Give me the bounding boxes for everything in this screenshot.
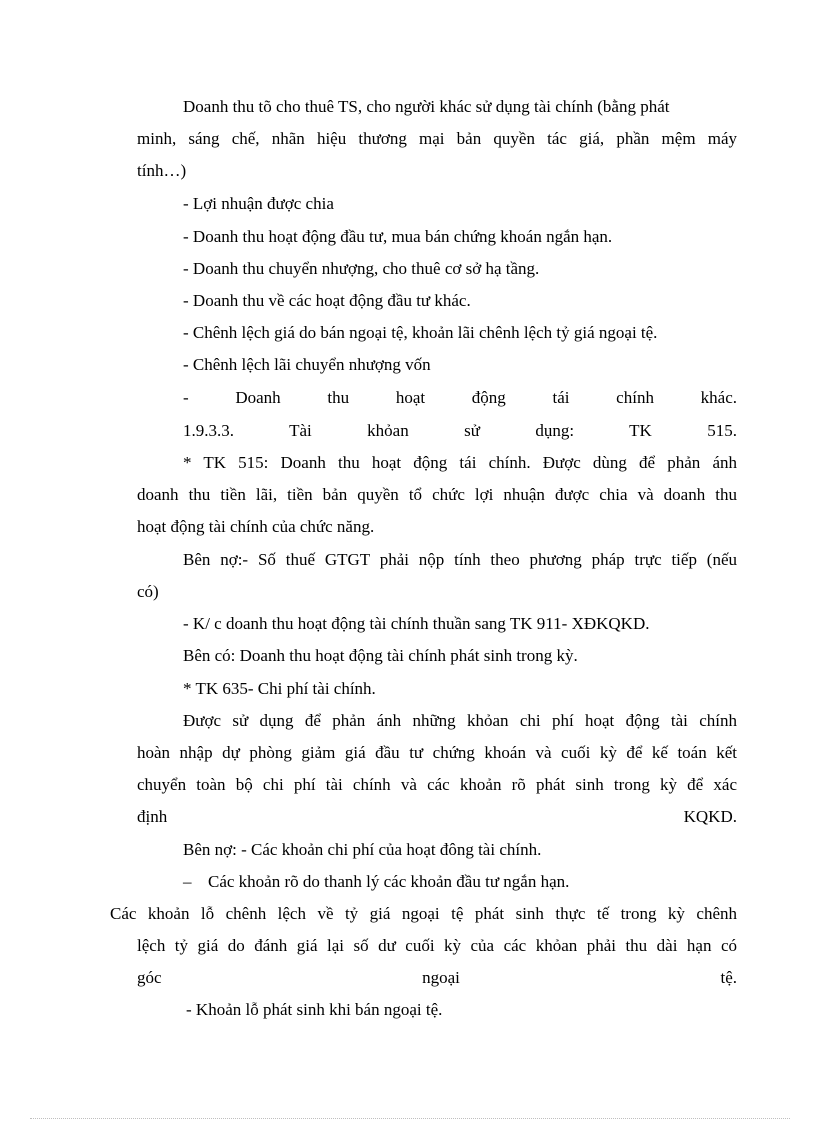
list-item: - Chênh lệch lãi chuyển nhượng vốn [183,355,431,374]
list-item: - Doanh thu hoạt động tái chính khác. [183,388,737,407]
paragraph-line: định KQKD. [137,807,737,826]
paragraph-line: minh, sáng chế, nhãn hiệu thương mại bản quyền tác giá, phần mệm máy [137,129,737,148]
paragraph-line: tính…) [137,161,187,180]
section-heading: 1.9.3.3. Tài khỏan sử dụng: TK 515. [183,421,737,440]
paragraph-line: có) [137,582,159,601]
list-item: - Lợi nhuận được chia [183,194,334,213]
paragraph-line: góc ngoại tệ. [137,968,737,987]
paragraph-line: Các khoản lỗ chênh lệch về tỷ giá ngoại tệ phát sinh thực tế trong kỳ chênh [110,904,737,923]
paragraph-line: Bên nợ:- Số thuế GTGT phải nộp tính theo phương pháp trực tiếp (nếu [183,550,737,569]
list-item: - Doanh thu về các hoạt động đầu tư khác. [183,291,471,310]
list-item: - Doanh thu hoạt động đầu tư, mua bán chứng khoán ngắn hạn. [183,227,613,246]
paragraph-line: hoàn nhập dự phòng giảm giá đầu tư chứng khoán và cuối kỳ để kế toán kết [137,743,737,762]
list-item: - Khoản lỗ phát sinh khi bán ngoại tệ. [186,1000,443,1019]
list-bullet: ‒ [183,872,192,891]
paragraph-line: Bên nợ: - Các khoản chi phí của hoạt đông tài chính. [183,840,542,859]
paragraph-line: * TK 515: Doanh thu hoạt động tái chính. Được dùng để phản ánh [183,453,737,472]
paragraph-line: doanh thu tiền lãi, tiền bản quyền tổ chức lợi nhuận được chia và doanh thu [137,485,737,504]
paragraph-line: Doanh thu tõ cho thuê TS, cho người khác sử dụng tài chính (bằng phát [183,97,670,116]
paragraph-line: Bên có: Doanh thu hoạt động tài chính phát sinh trong kỳ. [183,646,578,665]
paragraph-line: Được sử dụng để phản ánh những khỏan chi phí hoạt động tài chính [183,711,737,730]
list-item: - K/ c doanh thu hoạt động tài chính thuần sang TK 911- XĐKQKD. [183,614,650,633]
paragraph-line: lệch tỷ giá do đánh giá lại số dư cuối kỳ của các khỏan phải thu dài hạn có [137,936,737,955]
list-item: - Doanh thu chuyển nhượng, cho thuê cơ sở hạ tầng. [183,259,540,278]
paragraph-line: chuyển toàn bộ chi phí tài chính và các khoản rõ phát sinh trong kỳ để xác [137,775,737,794]
list-item: Các khoản rõ do thanh lý các khoản đầu tư ngắn hạn. [208,872,570,891]
paragraph-line: * TK 635- Chi phí tài chính. [183,679,376,698]
page-bottom-divider [30,1118,790,1119]
paragraph-line: hoạt động tài chính của chức năng. [137,517,375,536]
list-item: - Chênh lệch giá do bán ngoại tệ, khoản lãi chênh lệch tỷ giá ngoại tệ. [183,323,658,342]
